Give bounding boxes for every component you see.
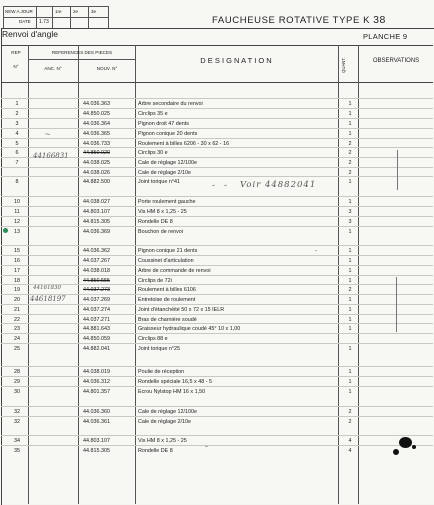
designation-cell: Rondelle DE 8 bbox=[138, 219, 173, 225]
new-ref-cell: 44.036.312 bbox=[83, 379, 110, 385]
rep-cell: 3 bbox=[15, 121, 19, 127]
rep-cell: 6 bbox=[15, 150, 19, 156]
quantity-cell: 1 bbox=[348, 379, 352, 385]
designation-cell: Cale de réglage 12/100e bbox=[138, 409, 198, 415]
new-ref-cell: 44.882.041 bbox=[83, 346, 110, 352]
designation-cell: Circlips 88 e bbox=[138, 336, 168, 342]
designation-cell: Bouchon de renvoi bbox=[138, 229, 183, 235]
revision-col-2: 2e bbox=[73, 9, 79, 14]
designation-cell: Roulement à billes 6106 bbox=[138, 287, 196, 293]
ink-blot bbox=[412, 445, 416, 449]
designation-cell: Vis HM 8 x 1,25 - 25 bbox=[138, 438, 187, 444]
rep-cell: 18 bbox=[14, 278, 20, 284]
new-ref-cell: 44.037.271 bbox=[83, 317, 110, 323]
rep-cell: 32 bbox=[14, 409, 20, 415]
designation-cell: Joint torique n°25 bbox=[138, 346, 181, 352]
designation-cell: Graisseur hydraulique coudé 45° 10 x 1,00 bbox=[138, 326, 241, 332]
rep-cell: 11 bbox=[14, 209, 20, 215]
new-ref-cell: 44.038.018 bbox=[83, 268, 110, 274]
rep-cell: 8 bbox=[15, 179, 19, 185]
designation-cell: Circlips de 72i bbox=[138, 278, 172, 284]
new-ref-cell: 44.850.020 bbox=[83, 150, 110, 156]
quantity-cell: 2 bbox=[348, 287, 352, 293]
new-ref-cell: 44.815.305 bbox=[83, 219, 110, 225]
rep-cell: 34 bbox=[14, 438, 20, 444]
designation-cell: Rondelle DE 8 bbox=[138, 448, 173, 454]
new-ref-cell: 44.036.361 bbox=[83, 419, 110, 425]
quantity-cell: 2 bbox=[348, 409, 352, 415]
new-ref-cell: 44.038.025 bbox=[83, 160, 110, 166]
quantity-cell: 4 bbox=[348, 438, 352, 444]
new-ref-cell: 44.037.269 bbox=[83, 297, 110, 303]
new-ref-cell: 44.803.107 bbox=[83, 209, 110, 215]
planche-label: PLANCHE 9 bbox=[363, 32, 408, 41]
quantity-cell: 1 bbox=[348, 297, 352, 303]
quantity-cell: 3 bbox=[348, 219, 352, 225]
revision-label-date: DATE bbox=[19, 19, 31, 24]
handwritten-anc-row19: 44618197 bbox=[30, 295, 66, 303]
revision-col-3: 3e bbox=[91, 9, 97, 14]
new-ref-cell: 44.036.360 bbox=[83, 409, 110, 415]
new-ref-cell: 44.850.059 bbox=[83, 336, 110, 342]
quantity-cell: 1 bbox=[348, 268, 352, 274]
new-ref-cell: 44.036.362 bbox=[83, 248, 110, 254]
quantity-cell: 2 bbox=[348, 141, 352, 147]
rep-cell: 12 bbox=[14, 219, 20, 225]
pencil-mark: - bbox=[224, 180, 227, 190]
header-nouv: NOUV. N° bbox=[96, 66, 118, 71]
table-row bbox=[1, 386, 433, 397]
quantity-cell: 1 bbox=[348, 199, 352, 205]
header-rep: REP bbox=[11, 50, 21, 55]
green-marker-dot bbox=[3, 228, 8, 233]
header-references: REFERENCES DES PIECES bbox=[51, 50, 113, 55]
rep-cell: 4 bbox=[15, 131, 19, 137]
new-ref-cell: 44.850.025 bbox=[83, 111, 110, 117]
designation-cell: Pignon conique 20 dents bbox=[138, 131, 198, 137]
designation-cell: Pignon conique 21 dents bbox=[138, 248, 198, 254]
new-ref-cell: 44.881.643 bbox=[83, 326, 110, 332]
designation-cell: Roulement à billes 6206 - 30 x 62 - 16 bbox=[138, 141, 230, 147]
new-ref-cell: 44.036.733 bbox=[83, 141, 110, 147]
new-ref-cell: 44.037.273 bbox=[83, 287, 110, 293]
designation-cell: Porte roulement gauche bbox=[138, 199, 196, 205]
rep-cell: 32 bbox=[14, 419, 20, 425]
handwritten-note-row8: Voir 44882041 bbox=[240, 180, 317, 190]
designation-cell: Arbre secondaire du renvoi bbox=[138, 101, 203, 107]
section-title: Renvoi d'angle bbox=[2, 29, 58, 39]
designation-cell: Joint d'étanchéité 50 x 72 x 15 IELR bbox=[138, 307, 225, 313]
rep-cell: 16 bbox=[14, 258, 20, 264]
quantity-cell: 2 bbox=[348, 419, 352, 425]
designation-cell: Cale de réglage 2/10e bbox=[138, 419, 192, 425]
pencil-mark: - bbox=[315, 248, 318, 255]
new-ref-cell: 44.036.365 bbox=[83, 131, 110, 137]
rep-cell: 13 bbox=[14, 229, 20, 235]
quantity-cell: 2 bbox=[348, 170, 352, 176]
pencil-mark: - bbox=[205, 441, 208, 451]
rep-cell: 35 bbox=[14, 448, 20, 454]
table-row bbox=[1, 416, 433, 427]
handwritten-anc-row18: 44161830 bbox=[33, 285, 61, 291]
new-ref-cell: 44.038.026 bbox=[83, 170, 110, 176]
rep-cell: 30 bbox=[14, 389, 20, 395]
quantity-cell: 1 bbox=[348, 101, 352, 107]
pencil-mark: - bbox=[212, 180, 215, 190]
quantity-cell: 1 bbox=[348, 248, 352, 254]
rep-cell: 15 bbox=[14, 248, 20, 254]
rep-cell: 23 bbox=[14, 326, 20, 332]
quantity-cell: 1 bbox=[348, 278, 352, 284]
rep-cell: 29 bbox=[14, 379, 20, 385]
new-ref-cell: 44.801.357 bbox=[83, 389, 110, 395]
rep-cell: 5 bbox=[15, 141, 19, 147]
new-ref-cell: 44.815.305 bbox=[83, 448, 110, 454]
rep-cell: 24 bbox=[14, 336, 20, 342]
rep-cell: 22 bbox=[14, 317, 20, 323]
header-rep-no: N° bbox=[13, 64, 19, 69]
designation-cell: Pignon droit 47 dents bbox=[138, 121, 189, 127]
rep-cell: 10 bbox=[14, 199, 20, 205]
designation-cell: Cale de réglage 2/10e bbox=[138, 170, 192, 176]
quantity-cell: 1 bbox=[348, 229, 352, 235]
header-quant: QUANT. bbox=[341, 57, 346, 73]
ink-blot bbox=[399, 437, 412, 448]
quantity-cell: 4 bbox=[348, 448, 352, 454]
quantity-cell: 1 bbox=[348, 131, 352, 137]
designation-cell: Rondelle spéciale 16,5 x 48 - 5 bbox=[138, 379, 213, 385]
revision-col-1: 1re bbox=[55, 9, 62, 14]
quantity-cell: 1 bbox=[348, 307, 352, 313]
header-observations: OBSERVATIONS bbox=[372, 58, 420, 64]
new-ref-cell: 44.803.107 bbox=[83, 438, 110, 444]
rep-cell: 25 bbox=[14, 346, 20, 352]
rep-cell: 20 bbox=[14, 297, 20, 303]
quantity-cell: 1 bbox=[348, 179, 352, 185]
table-row bbox=[1, 226, 433, 237]
new-ref-cell: 44.882.500 bbox=[83, 179, 110, 185]
document-title bbox=[212, 14, 386, 26]
revision-date-value: 1.73 bbox=[39, 19, 49, 25]
new-ref-cell: 44.038.027 bbox=[83, 199, 110, 205]
quantity-cell: 1 bbox=[348, 258, 352, 264]
rep-cell: 1 bbox=[15, 101, 19, 107]
new-ref-cell: 44.036.363 bbox=[83, 101, 110, 107]
new-ref-cell: 44.037.267 bbox=[83, 258, 110, 264]
ink-blot bbox=[393, 449, 399, 455]
revision-box bbox=[3, 6, 109, 29]
header-anc: ANC. N° bbox=[44, 66, 62, 71]
quantity-cell: 2 bbox=[348, 150, 352, 156]
new-ref-cell: 44.037.274 bbox=[83, 307, 110, 313]
designation-cell: Poulie de réception bbox=[138, 369, 185, 375]
designation-cell: Circlips 35 e bbox=[138, 111, 168, 117]
designation-cell: Bras de charnière soudé bbox=[138, 317, 197, 323]
new-ref-cell: 44.036.364 bbox=[83, 121, 110, 127]
title-text: FAUCHEUSE ROTATIVE TYPE K bbox=[212, 15, 371, 26]
new-ref-cell: 44.038.019 bbox=[83, 369, 110, 375]
rep-cell: 19 bbox=[14, 287, 20, 293]
title-number: 38 bbox=[373, 14, 386, 26]
new-ref-cell: 44.850.555 bbox=[83, 278, 110, 284]
rep-cell: 21 bbox=[14, 307, 20, 313]
quantity-cell: 1 bbox=[348, 389, 352, 395]
rep-cell: 2 bbox=[15, 111, 19, 117]
quantity-cell: 1 bbox=[348, 369, 352, 375]
quantity-cell: 1 bbox=[348, 121, 352, 127]
quantity-cell: 1 bbox=[348, 111, 352, 117]
designation-cell: Cale de réglage 12/100e bbox=[138, 160, 198, 166]
pencil-mark: ~ bbox=[45, 129, 51, 139]
quantity-cell: 3 bbox=[348, 209, 352, 215]
quantity-cell: 1 bbox=[348, 346, 352, 352]
quantity-cell: 2 bbox=[348, 160, 352, 166]
designation-cell: Ecrou Nylstop HM 16 x 1,50 bbox=[138, 389, 206, 395]
quantity-cell: 1 bbox=[348, 317, 352, 323]
designation-cell: Arbre de commande de renvoi bbox=[138, 268, 211, 274]
table-row bbox=[1, 445, 433, 456]
table-row bbox=[1, 176, 433, 187]
designation-cell: Coussinet d'articulation bbox=[138, 258, 194, 264]
designation-cell: Vis HM 8 x 1,25 - 25 bbox=[138, 209, 187, 215]
handwritten-anc-row6: 44166831 bbox=[33, 152, 69, 160]
rep-cell: 28 bbox=[14, 369, 20, 375]
header-designation: D E S I G N A T I O N bbox=[200, 56, 272, 65]
table-row bbox=[1, 343, 433, 354]
designation-cell: Joint torique n°41 bbox=[138, 179, 181, 185]
rep-cell: 7 bbox=[15, 160, 19, 166]
rep-cell: 17 bbox=[14, 268, 20, 274]
designation-cell: Circlips 30 e bbox=[138, 150, 168, 156]
quantity-cell: 1 bbox=[348, 326, 352, 332]
revision-label-new: NEW A JOUR bbox=[5, 9, 33, 14]
new-ref-cell: 44.036.369 bbox=[83, 229, 110, 235]
designation-cell: Entretoise de roulement bbox=[138, 297, 196, 303]
